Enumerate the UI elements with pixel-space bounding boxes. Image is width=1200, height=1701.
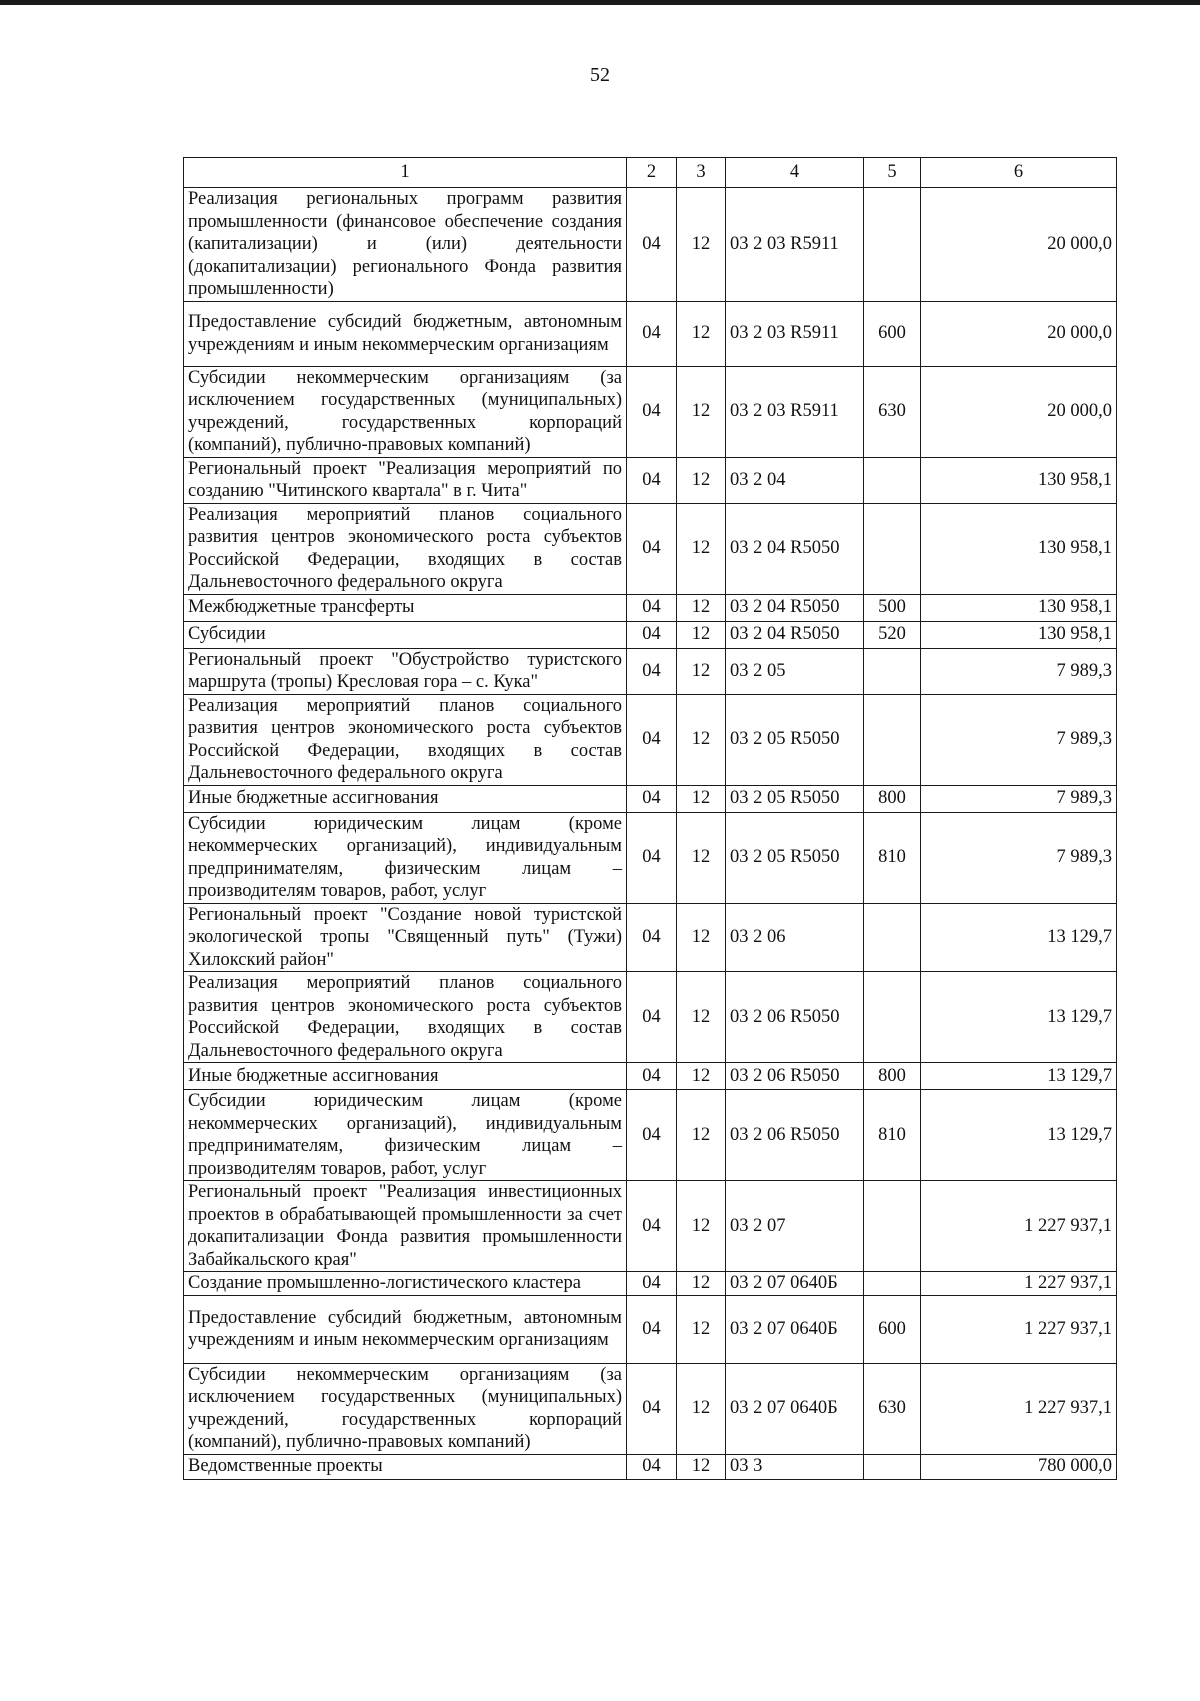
expense-type-code (864, 1454, 921, 1479)
expense-type-code (864, 694, 921, 785)
row-name: Реализация региональных программ развития промышленности (финансовое обеспечение создания (капитализации) и (или) деятельности (докапитализации) регионального Фонда развития промышленности) (184, 188, 627, 302)
subsection-code: 12 (677, 503, 726, 594)
target-article-code: 03 2 06 R5050 (726, 972, 864, 1063)
expense-type-code: 520 (864, 621, 921, 648)
target-article-code: 03 2 04 R5050 (726, 594, 864, 621)
column-header-5: 5 (864, 158, 921, 188)
section-code: 04 (627, 594, 677, 621)
column-header-3: 3 (677, 158, 726, 188)
amount: 1 227 937,1 (921, 1363, 1117, 1454)
amount: 20 000,0 (921, 366, 1117, 457)
subsection-code: 12 (677, 812, 726, 903)
table-row (184, 621, 1117, 648)
subsection-code: 12 (677, 694, 726, 785)
target-article-code: 03 2 07 0640Б (726, 1363, 864, 1454)
subsection-code: 12 (677, 1063, 726, 1090)
subsection-code: 12 (677, 972, 726, 1063)
amount: 780 000,0 (921, 1454, 1117, 1479)
section-code: 04 (627, 648, 677, 694)
expense-type-code (864, 457, 921, 503)
subsection-code: 12 (677, 594, 726, 621)
section-code: 04 (627, 1454, 677, 1479)
amount: 1 227 937,1 (921, 1295, 1117, 1363)
table-row (184, 1063, 1117, 1090)
expense-type-code: 630 (864, 1363, 921, 1454)
target-article-code: 03 2 07 (726, 1181, 864, 1272)
subsection-code: 12 (677, 621, 726, 648)
section-code: 04 (627, 188, 677, 302)
subsection-code: 12 (677, 1295, 726, 1363)
row-name: Региональный проект "Реализация инвестиционных проектов в обрабатывающей промышленности за счет докапитализации Фонда развития промышленности Забайкальского края" (184, 1181, 627, 1272)
table-row (184, 785, 1117, 812)
row-name: Предоставление субсидий бюджетным, автономным учреждениям и иным некоммерческим организациям (184, 1295, 627, 1363)
section-code: 04 (627, 1272, 677, 1296)
table-row (184, 594, 1117, 621)
row-name: Субсидии юридическим лицам (кроме некоммерческих организаций), индивидуальным предпринимателям, физическим лицам – производителям товаров, работ, услуг (184, 812, 627, 903)
amount: 1 227 937,1 (921, 1272, 1117, 1296)
column-header-2: 2 (627, 158, 677, 188)
target-article-code: 03 2 05 (726, 648, 864, 694)
section-code: 04 (627, 1063, 677, 1090)
row-name: Субсидии некоммерческим организациям (за исключением государственных (муниципальных) учреждений, государственных корпораций (компаний), публично-правовых компаний) (184, 366, 627, 457)
amount: 7 989,3 (921, 694, 1117, 785)
row-name: Субсидии (184, 621, 627, 648)
amount: 130 958,1 (921, 457, 1117, 503)
subsection-code: 12 (677, 457, 726, 503)
expense-type-code (864, 1181, 921, 1272)
expense-type-code (864, 648, 921, 694)
target-article-code: 03 2 04 R5050 (726, 621, 864, 648)
table-row (184, 1363, 1117, 1454)
subsection-code: 12 (677, 301, 726, 366)
table-header (184, 158, 1117, 188)
table-row (184, 301, 1117, 366)
table-row (184, 457, 1117, 503)
target-article-code: 03 2 03 R5911 (726, 188, 864, 302)
section-code: 04 (627, 1363, 677, 1454)
amount: 130 958,1 (921, 503, 1117, 594)
section-code: 04 (627, 812, 677, 903)
target-article-code: 03 2 03 R5911 (726, 301, 864, 366)
section-code: 04 (627, 972, 677, 1063)
target-article-code: 03 2 04 R5050 (726, 503, 864, 594)
row-name: Региональный проект "Реализация мероприятий по созданию "Читинского квартала" в г. Чита" (184, 457, 627, 503)
section-code: 04 (627, 621, 677, 648)
table-row (184, 1295, 1117, 1363)
subsection-code: 12 (677, 1454, 726, 1479)
expense-type-code: 810 (864, 812, 921, 903)
row-name: Реализация мероприятий планов социального развития центров экономического роста субъектов Российской Федерации, входящих в состав Дальневосточного федерального округа (184, 503, 627, 594)
expense-type-code: 500 (864, 594, 921, 621)
table-row (184, 903, 1117, 972)
row-name: Субсидии некоммерческим организациям (за исключением государственных (муниципальных) учреждений, государственных корпораций (компаний), публично-правовых компаний) (184, 1363, 627, 1454)
row-name: Межбюджетные трансферты (184, 594, 627, 621)
section-code: 04 (627, 1295, 677, 1363)
subsection-code: 12 (677, 648, 726, 694)
section-code: 04 (627, 785, 677, 812)
expense-type-code: 800 (864, 1063, 921, 1090)
table-row (184, 1272, 1117, 1296)
subsection-code: 12 (677, 1181, 726, 1272)
table-row (184, 812, 1117, 903)
column-header-4: 4 (726, 158, 864, 188)
table-row (184, 1090, 1117, 1181)
section-code: 04 (627, 1090, 677, 1181)
header-row (184, 158, 1117, 188)
row-name: Иные бюджетные ассигнования (184, 785, 627, 812)
expense-type-code: 810 (864, 1090, 921, 1181)
subsection-code: 12 (677, 366, 726, 457)
table-row (184, 972, 1117, 1063)
expense-type-code: 800 (864, 785, 921, 812)
target-article-code: 03 2 06 R5050 (726, 1063, 864, 1090)
expense-type-code (864, 972, 921, 1063)
table-row (184, 648, 1117, 694)
table-row (184, 694, 1117, 785)
target-article-code: 03 2 03 R5911 (726, 366, 864, 457)
page-number: 52 (590, 64, 610, 86)
target-article-code: 03 2 05 R5050 (726, 694, 864, 785)
row-name: Региональный проект "Обустройство туристского маршрута (тропы) Кресловая гора – с. Кука" (184, 648, 627, 694)
section-code: 04 (627, 457, 677, 503)
table-row (184, 1181, 1117, 1272)
section-code: 04 (627, 1181, 677, 1272)
amount: 13 129,7 (921, 903, 1117, 972)
subsection-code: 12 (677, 1363, 726, 1454)
table-row (184, 366, 1117, 457)
amount: 20 000,0 (921, 301, 1117, 366)
table-row (184, 503, 1117, 594)
amount: 130 958,1 (921, 621, 1117, 648)
budget-table (183, 157, 1117, 1480)
row-name: Реализация мероприятий планов социального развития центров экономического роста субъектов Российской Федерации, входящих в состав Дальневосточного федерального округа (184, 972, 627, 1063)
column-header-6: 6 (921, 158, 1117, 188)
table-body (184, 188, 1117, 1480)
target-article-code: 03 2 04 (726, 457, 864, 503)
expense-type-code: 600 (864, 301, 921, 366)
column-header-1: 1 (184, 158, 627, 188)
section-code: 04 (627, 366, 677, 457)
section-code: 04 (627, 503, 677, 594)
expense-type-code (864, 1272, 921, 1296)
amount: 7 989,3 (921, 648, 1117, 694)
amount: 13 129,7 (921, 1090, 1117, 1181)
table-row (184, 188, 1117, 302)
amount: 7 989,3 (921, 785, 1117, 812)
row-name: Предоставление субсидий бюджетным, автономным учреждениям и иным некоммерческим организациям (184, 301, 627, 366)
amount: 20 000,0 (921, 188, 1117, 302)
subsection-code: 12 (677, 1090, 726, 1181)
subsection-code: 12 (677, 1272, 726, 1296)
scan-edge (0, 0, 1200, 5)
subsection-code: 12 (677, 785, 726, 812)
expense-type-code (864, 903, 921, 972)
row-name: Региональный проект "Создание новой туристской экологической тропы "Священный путь" (Тужи) Хилокский район" (184, 903, 627, 972)
table-row (184, 1454, 1117, 1479)
target-article-code: 03 2 06 R5050 (726, 1090, 864, 1181)
expense-type-code (864, 503, 921, 594)
amount: 13 129,7 (921, 1063, 1117, 1090)
row-name: Реализация мероприятий планов социального развития центров экономического роста субъектов Российской Федерации, входящих в состав Дальневосточного федерального округа (184, 694, 627, 785)
expense-type-code: 600 (864, 1295, 921, 1363)
amount: 7 989,3 (921, 812, 1117, 903)
row-name: Ведомственные проекты (184, 1454, 627, 1479)
amount: 13 129,7 (921, 972, 1117, 1063)
row-name: Субсидии юридическим лицам (кроме некоммерческих организаций), индивидуальным предпринимателям, физическим лицам – производителям товаров, работ, услуг (184, 1090, 627, 1181)
expense-type-code (864, 188, 921, 302)
amount: 1 227 937,1 (921, 1181, 1117, 1272)
section-code: 04 (627, 694, 677, 785)
target-article-code: 03 2 05 R5050 (726, 785, 864, 812)
target-article-code: 03 2 07 0640Б (726, 1295, 864, 1363)
target-article-code: 03 2 07 0640Б (726, 1272, 864, 1296)
target-article-code: 03 2 06 (726, 903, 864, 972)
section-code: 04 (627, 903, 677, 972)
expense-type-code: 630 (864, 366, 921, 457)
section-code: 04 (627, 301, 677, 366)
target-article-code: 03 3 (726, 1454, 864, 1479)
row-name: Иные бюджетные ассигнования (184, 1063, 627, 1090)
amount: 130 958,1 (921, 594, 1117, 621)
subsection-code: 12 (677, 188, 726, 302)
subsection-code: 12 (677, 903, 726, 972)
target-article-code: 03 2 05 R5050 (726, 812, 864, 903)
row-name: Создание промышленно-логистического кластера (184, 1272, 627, 1296)
